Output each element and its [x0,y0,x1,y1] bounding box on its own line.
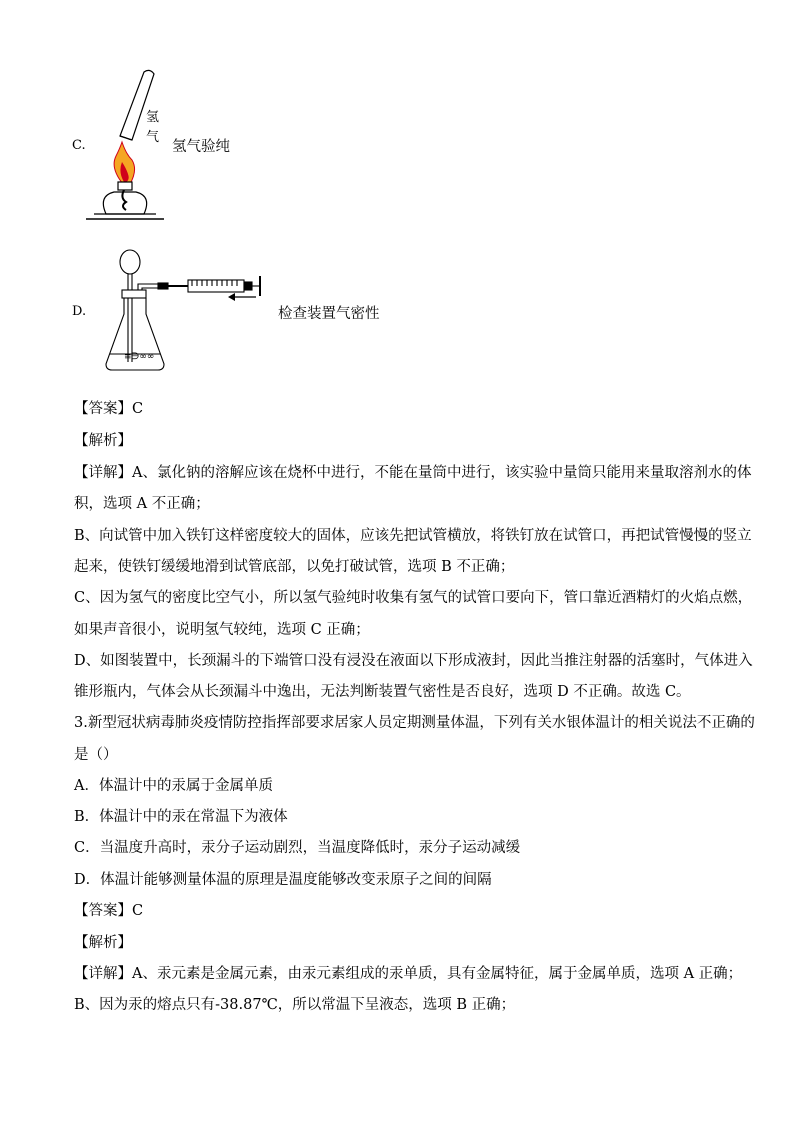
q3-line-2: B、因为汞的熔点只有-38.87℃，所以常温下呈液态，选项 B 正确； [74,997,516,1013]
tube-label-1: 氢 [146,110,160,125]
q2-answer [74,399,143,419]
option-d-caption: 检查装置气密性 [278,306,380,322]
q2-line-4: 起来，使铁钉缓缓地滑到试管底部，以免打破试管，选项 B 不正确； [74,559,515,575]
q2-line-5: C、因为氢气的密度比空气小，所以氢气验纯时收集有氢气的试管口要向下，管口靠近酒精灯的火焰点燃， [74,590,753,606]
q3-option-a: A．体温计中的汞属于金属单质 [74,778,273,794]
answer-label: 【答案】 [74,903,132,919]
answer-value: C [132,903,144,919]
q2-line-3: B、向试管中加入铁钉这样密度较大的固体，应该先把试管横放，将铁钉放在试管口，再把试管慢慢的竖立 [74,528,752,544]
flask-contents-marks: ≡∋∞∞ [124,352,155,362]
funnel-bulb-icon [120,250,140,274]
airtightness-apparatus-figure [96,244,276,376]
q3-stem-2: 是（） [74,747,118,763]
alcohol-lamp-icon [86,182,164,219]
q2-line-7: D、如图装置中，长颈漏斗的下端管口没有浸没在液面以下形成液封，因此当推注射器的活塞时，气体进入 [74,653,753,669]
flame-icon [114,142,134,184]
q2-line-8: 锥形瓶内，气体会从长颈漏斗中逸出，无法判断装置气密性是否良好，选项 D 不正确。故选 C。 [74,684,691,700]
q3-analysis-label: 【解析】 [74,935,132,951]
q2-line-2: 积，选项 A 不正确； [74,496,210,512]
q3-stem-1: 3.新型冠状病毒肺炎疫情防控指挥部要求居家人员定期测量体温，下列有关水银体温计的相关说法不正确的 [74,715,755,731]
option-c-caption: 氢气验纯 [172,139,230,155]
q2-line-1: 【详解】A、氯化钠的溶解应该在烧杯中进行，不能在量筒中进行，该实验中量筒只能用来量取溶剂水的体 [74,465,752,481]
option-d-letter: D. [72,304,87,319]
hydrogen-purity-test-figure [80,64,180,224]
q2-analysis-label: 【解析】 [74,433,132,449]
tube-label-2: 气 [146,130,160,145]
q2-line-6: 如果声音很小，说明氢气较纯，选项 C 正确； [74,622,370,638]
q3-answer [74,901,143,921]
answer-value: C [132,401,144,417]
left-arrow-icon [226,290,258,304]
q3-option-c: C．当温度升高时，汞分子运动剧烈，当温度降低时，汞分子运动减缓 [74,840,521,856]
q3-line-1: 【详解】A、汞元素是金属元素，由汞元素组成的汞单质，具有金属特征，属于金属单质，选项 A 正确； [74,966,743,982]
q3-option-d: D．体温计能够测量体温的原理是温度能够改变汞原子之间的间隔 [74,872,492,888]
option-c-letter: C. [72,138,86,153]
q3-option-b: B．体温计中的汞在常温下为液体 [74,809,288,825]
answer-label: 【答案】 [74,401,132,417]
